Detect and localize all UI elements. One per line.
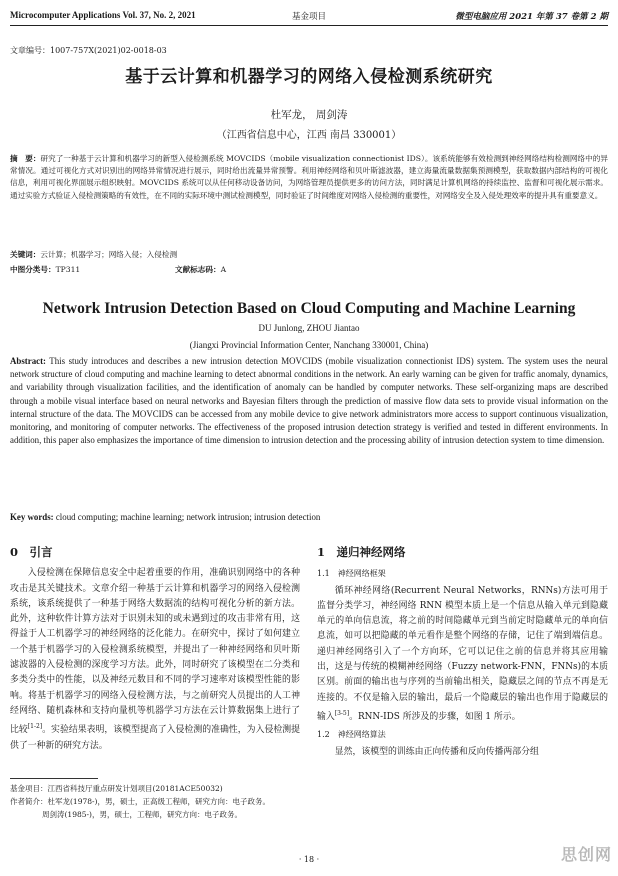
- keywords-zh-text: 云计算；机器学习；网络入侵；入侵检测: [40, 250, 178, 259]
- subsection-heading-algorithm: 1.2 神经网络算法: [317, 730, 386, 740]
- abstract-zh: [10, 153, 608, 202]
- intro-text: 入侵检测在保障信息安全中起着重要的作用，准确识别网络中的各种攻击是其关键技术。文章介绍一种基于云计算和机器学习的网络入侵检测系统，该系统提供了一种基于网络大数据流的结构可视化分析的新方法。此外，这种软件计算方法对于识别未知的或未遇到过的攻击非常有用，这得益于人工机器学习的神经网络的泛化能力。在研究中，探讨了如何建立一个基于机器学习的入侵检测系统模型，并提出了一种神经网络和贝叶斯滤波器的入侵检测的深度学习方法。此外，同时研究了该模型在二分类和多类分类中的性能，以及神经元数目和不同的学习速率对该模型性能的影响。将基于机器学习的网络入侵检测方法，与之前研究人员提出的人工神经网络、随机森林和支持向量机等机器学习方法在云计算数据集上进行了比较: [10, 568, 300, 736]
- watermark-logo: 思创网: [560, 845, 612, 864]
- affiliation-en: (Jiangxi Provincial Information Center, Nanchang 330001, China): [189, 340, 429, 350]
- doc-code: [175, 264, 226, 275]
- header-section-label: 基金项目: [291, 12, 326, 22]
- abstract-zh-label: 摘 要：: [10, 154, 41, 163]
- affiliation-zh: （江西省信息中心，江西 南昌 330001）: [216, 130, 402, 141]
- clc-value: TP311: [55, 265, 81, 274]
- abstract-en: [10, 355, 608, 447]
- journal-name-en: Microcomputer Applications Vol. 37, No. 2, 2021: [10, 10, 196, 20]
- classification-line: [10, 264, 608, 275]
- intro-text-end: 。实验结果表明，该模型提高了入侵检测的准确性，为入侵检测提供了一种新的研究方法。: [10, 725, 301, 751]
- intro-citation: [1-2]: [27, 723, 43, 731]
- introduction-paragraph: [10, 566, 300, 754]
- keywords-zh: [10, 249, 608, 260]
- footnote-author2: 周剑涛(1985-)，男，硕士，工程师，研究方向：电子政务。: [42, 810, 242, 819]
- rnn-text: 循环神经网络(Recurrent Neural Networks，RNNs)方法可用于监督分类学习，神经网络 RNN 模型本质上是一个信息从输入单元到隐藏单元的单向信息流，将之前的时间隐藏单元到当前定时隐藏单元的单向信息流，如可以把隐藏的单元看作是整个网络的存储，记住了端到端信息。递归神经网络引入了一个方向环，它可以记住之前的信息并将其应用输出，这是与传统的模糊神经网络（Fuzzy network-FNN，FNNs)的本质区别。前面的输出也与序列的当前输出相关，隐藏层之间的节点不再是无连接的。不仅是输入层的输出，最后一个隐藏层的输出也作用于隐藏层的输入: [317, 585, 608, 722]
- rnn-paragraph: [317, 584, 608, 726]
- journal-name-zh: 微型电脑应用 2021 年第 37 卷第 2 期: [455, 12, 608, 22]
- section-heading-introduction: 0 引言: [10, 545, 53, 559]
- footnote-author1: 作者简介：杜军龙(1978-)，男，硕士，正高级工程师，研究方向：电子政务。: [10, 797, 270, 806]
- article-number: 文章编号：1007-757X(2021)02-0018-03: [10, 46, 167, 55]
- section-heading-rnn: 1 递归神经网络: [317, 545, 406, 559]
- keywords-en: [10, 512, 608, 522]
- keywords-en-text: cloud computing; machine learning; network intrusion; intrusion detection: [53, 512, 321, 522]
- authors-zh: 杜军龙， 周剑涛: [270, 109, 348, 121]
- rnn-text-end: 。RNN-IDS 所涉及的步骤，如图 1 所示。: [349, 711, 521, 722]
- footnote-fund: 基金项目：江西省科技厅重点研发计划项目(20181ACE50032): [10, 784, 223, 793]
- doc-code-value: A: [220, 265, 227, 274]
- left-column: [10, 545, 300, 754]
- abstract-en-text: This study introduces and describes a new intrusion detection MOVCIDS (mobile visualization connectionist IDS) system. The system uses the neural network structure of cloud computing and machine learning to detect abnormal conditions in the network. An early warning can be given for traffic anomaly, dynamics, and variability through visualization facilities, and the identification of anomaly can be handled by computer networks. These self-organizing maps are described through a mobile visual interface based on neural networks and Bayesian filters through the prediction of massive flow data sets to provide visual information on the internal structure of the data. The MOVCIDS can be accessed from any mobile device to give network administrators more access to support continuous visualization, monitoring, and monitoring of computer networks. The effectiveness of the proposed intrusion detection strategy is verified and tested in different environments. In addition, this paper also emphasizes the importance of time dimension to intrusion detection and the processing ability of intrusion detection system to time dimension.: [10, 356, 608, 446]
- abstract-en-label: Abstract:: [10, 356, 46, 366]
- paper-title-zh: 基于云计算和机器学习的网络入侵检测系统研究: [125, 67, 493, 87]
- rnn-citation: [3-5]: [334, 709, 350, 717]
- keywords-en-label: Key words:: [10, 512, 54, 522]
- right-column: [317, 545, 608, 760]
- page-number: · 18 ·: [298, 855, 320, 864]
- running-header: [10, 7, 608, 26]
- algorithm-paragraph: 显然，该模型的训练由正向传播和反向传播两部分组: [334, 746, 539, 757]
- footnote-divider: [10, 778, 98, 779]
- keywords-zh-label: 关键词：: [10, 250, 41, 259]
- abstract-zh-text: 研究了一种基于云计算和机器学习的新型入侵检测系统 MOVCIDS（mobile visualization connectionist IDS）。该系统能够有效检测到神经网络结构检测网络中的异常情况。通过可视化方式对识别出的网络异常情况进行展示，同时给出流量异常预警。利用神经网络和贝叶斯滤波器，建立海量流量数据集预测模型，获取数据内部结构的可视化信息，利用可视化界面展示组织映射。MOVCIDS 系统可以从任何移动设备访问，为网络管理员提供更多的访问方法，同时满足计算机网络的持续监控、监督和可视化展示需求。通过实验方式验证入侵检测策略的有效性，在不同的实际环境中测试检测模型，同时验证了时间维度对网络入侵检测的重要性，对网络安全及入侵处理效率的提升具有重要意义。: [10, 154, 608, 200]
- paper-title-en: Network Intrusion Detection Based on Cloud Computing and Machine Learning: [42, 300, 576, 317]
- footnotes: [10, 782, 310, 821]
- clc-label: 中图分类号：: [10, 265, 56, 274]
- authors-en: DU Junlong, ZHOU Jiantao: [258, 323, 360, 333]
- doc-code-label: 文献标志码：: [175, 265, 221, 274]
- subsection-heading-framework: 1.1 神经网络框架: [317, 569, 386, 579]
